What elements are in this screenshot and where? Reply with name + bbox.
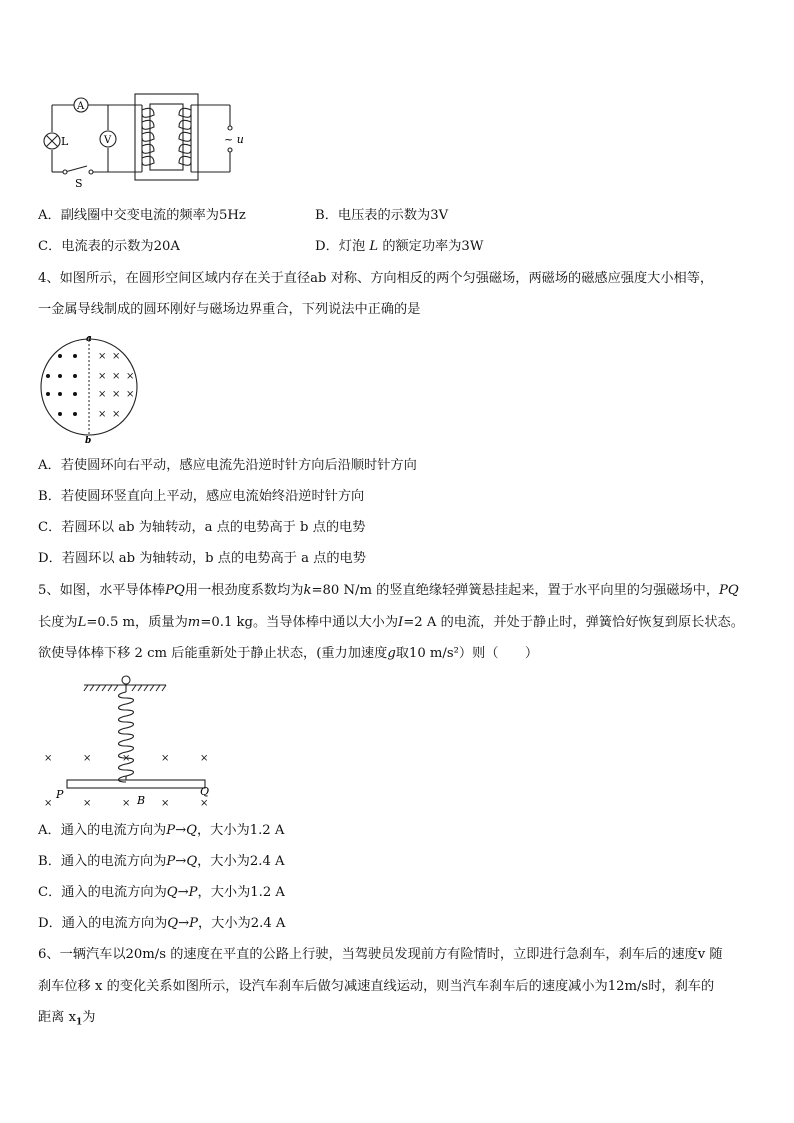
q6-stem-line2: 刹车位移 x 的变化关系如图所示，设汽车刹车后做匀减速直线运动，则当汽车刹车后的速度减小为12m/s时，刹车的 bbox=[38, 979, 715, 994]
q3-option-b: B．电压表的示数为3V bbox=[315, 208, 449, 223]
svg-text:×: × bbox=[98, 389, 107, 400]
svg-text:×: × bbox=[98, 409, 107, 420]
svg-text:×: × bbox=[112, 351, 121, 362]
switch-label: S bbox=[75, 177, 83, 190]
voltmeter-label: V bbox=[104, 135, 112, 146]
q3-option-d: D．灯泡 L 的额定功率为3W bbox=[315, 239, 484, 254]
q5-stem-line1: 5、如图，水平导体棒PQ用一根劲度系数均为k=80 N/m 的竖直绝缘轻弹簧悬挂起来，置于水平向里的匀强磁场中，PQ bbox=[38, 583, 739, 598]
label-q: Q bbox=[200, 785, 210, 798]
svg-text:×: × bbox=[44, 798, 53, 809]
q4-option-d: D．若圆环以 ab 为轴转动，b 点的电势高于 a 点的电势 bbox=[38, 551, 366, 566]
svg-text:×: × bbox=[200, 798, 209, 809]
label-b-field: B bbox=[137, 794, 146, 807]
q5-option-a: A．通入的电流方向为P→Q，大小为1.2 A bbox=[38, 823, 285, 838]
q5-stem-line2: 长度为L=0.5 m，质量为m=0.1 kg。当导体棒中通以大小为I=2 A 的电流，并处于静止时，弹簧恰好恢复到原长状态。 bbox=[38, 615, 744, 630]
q6-stem-line3: 距离 $x_1$为 bbox=[38, 1010, 96, 1028]
svg-text:×: × bbox=[98, 351, 107, 362]
svg-text:×: × bbox=[122, 753, 131, 764]
svg-text:×: × bbox=[98, 371, 107, 382]
q5-stem-line3: 欲使导体棒下移 2 cm 后能重新处于静止状态，(重力加速度g取10 m/s²）则（ ） bbox=[38, 646, 539, 661]
q4-option-b: B．若使圆环竖直向上平动，感应电流始终沿逆时针方向 bbox=[38, 489, 365, 504]
q4-option-c: C．若圆环以 ab 为轴转动，a 点的电势高于 b 点的电势 bbox=[38, 520, 366, 535]
svg-text:×: × bbox=[112, 409, 121, 420]
svg-text:×: × bbox=[200, 753, 209, 764]
q5-option-d: D．通入的电流方向为Q→P，大小为2.4 A bbox=[38, 916, 286, 931]
q3-option-a: A．副线圈中交变电流的频率为5Hz bbox=[38, 208, 246, 223]
svg-text:×: × bbox=[122, 798, 131, 809]
svg-text:×: × bbox=[83, 753, 92, 764]
q5-option-b: B．通入的电流方向为P→Q，大小为2.4 A bbox=[38, 854, 285, 869]
q4-option-a: A．若使圆环向右平动，感应电流先沿逆时针方向后沿顺时针方向 bbox=[38, 458, 417, 473]
label-b: b bbox=[85, 436, 92, 444]
svg-text:×: × bbox=[126, 371, 135, 382]
transformer-circuit-figure bbox=[38, 88, 253, 190]
svg-text:×: × bbox=[161, 753, 170, 764]
q4-stem-line1: 4、如图所示，在圆形空间区域内存在关于直径ab 对称、方向相反的两个匀强磁场，两磁场的磁感应强度大小相等， bbox=[38, 271, 714, 286]
q4-stem-line2: 一金属导线制成的圆环刚好与磁场边界重合，下列说法中正确的是 bbox=[38, 302, 421, 317]
svg-text:×: × bbox=[161, 798, 170, 809]
svg-text:×: × bbox=[83, 798, 92, 809]
ammeter-label: A bbox=[77, 101, 85, 112]
q3-option-c: C．电流表的示数为20A bbox=[38, 239, 180, 254]
label-p: P bbox=[56, 788, 64, 801]
label-a: a bbox=[86, 334, 92, 344]
svg-text:×: × bbox=[112, 371, 121, 382]
lamp-label: L bbox=[61, 135, 69, 148]
spring-rod-figure bbox=[38, 674, 218, 810]
circular-field-figure bbox=[38, 332, 143, 444]
q5-option-c: C．通入的电流方向为Q→P，大小为1.2 A bbox=[38, 885, 285, 900]
q6-stem-line1: 6、一辆汽车以20m/s 的速度在平直的公路上行驶，当驾驶员发现前方有险情时，立即进行急刹车，刹车后的速度v 随 bbox=[38, 947, 723, 962]
svg-text:×: × bbox=[44, 753, 53, 764]
svg-text:×: × bbox=[126, 389, 135, 400]
source-label: ~ u bbox=[224, 133, 244, 146]
svg-text:×: × bbox=[112, 389, 121, 400]
